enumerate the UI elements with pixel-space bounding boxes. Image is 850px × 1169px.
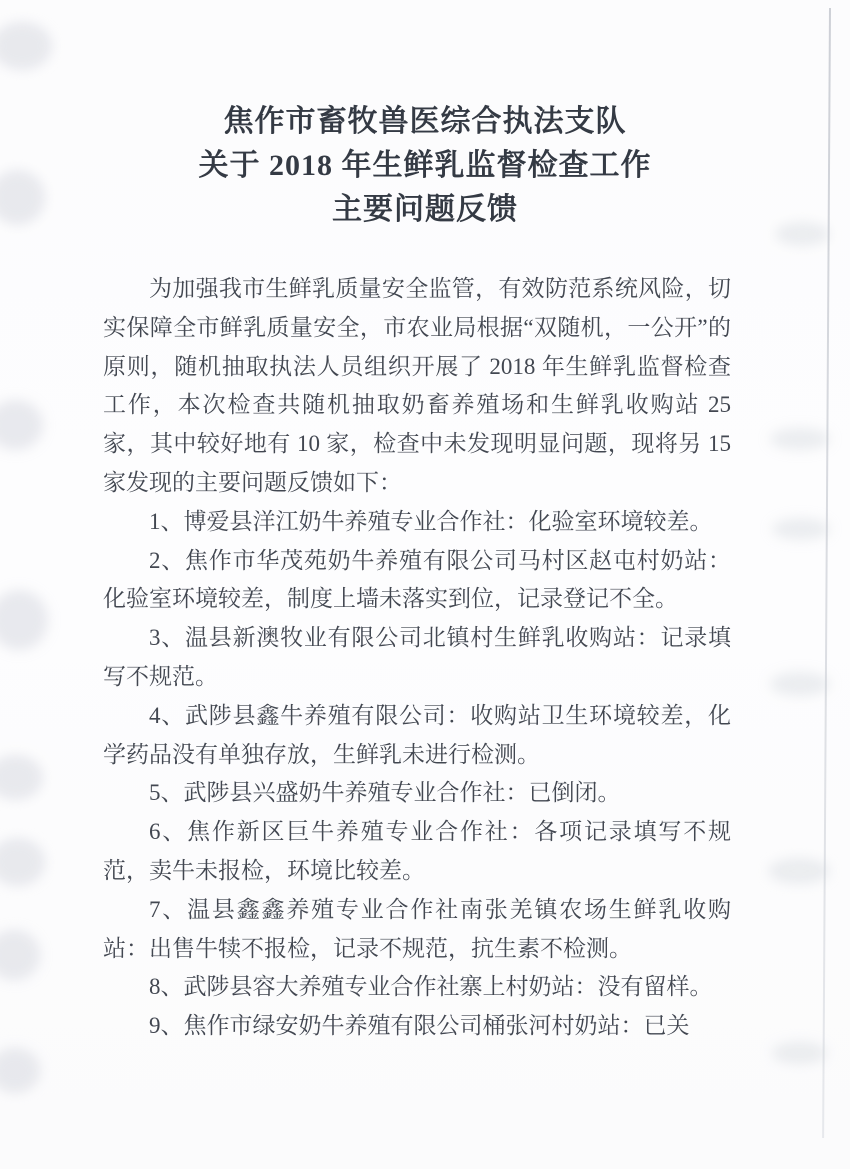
issue-item-1: 1、博爱县洋江奶牛养殖专业合作社：化验室环境较差。	[149, 508, 713, 534]
issue-item-3: 3、温县新澳牧业有限公司北镇村生鲜乳收购站：记录填写不规范。	[103, 625, 731, 689]
scan-smudge	[770, 672, 830, 696]
scan-smudge	[768, 858, 830, 884]
document-body	[103, 270, 731, 1046]
title-line-1: 焦作市畜牧兽医综合执法支队	[223, 105, 627, 138]
scan-smudge	[0, 590, 48, 650]
issue-item-2: 2、焦作市华茂苑奶牛养殖有限公司马村区赵屯村奶站：化验室环境较差，制度上墙未落实到位，记录登记不全。	[103, 547, 731, 612]
scan-smudge	[775, 222, 830, 246]
issue-item-4: 4、武陟县鑫牛养殖有限公司：收购站卫生环境较差，化学药品没有单独存放，生鲜乳未进行检测。	[103, 702, 731, 767]
title-line-3: 主要问题反馈	[332, 193, 518, 226]
scan-smudge	[0, 1048, 40, 1093]
scan-smudge	[770, 428, 830, 450]
scan-smudge	[0, 170, 45, 225]
scan-smudge	[772, 1042, 827, 1064]
scan-smudge	[0, 930, 40, 980]
issue-item-8: 8、武陟县容大养殖专业合作社寨上村奶站：没有留样。	[149, 974, 713, 1000]
scan-smudge	[772, 518, 830, 540]
document-title	[105, 100, 745, 232]
title-line-2: 关于 2018 年生鲜乳监督检查工作	[198, 149, 652, 182]
page-edge-line	[822, 8, 831, 1138]
issue-item-6: 6、焦作新区巨牛养殖专业合作社：各项记录填写不规范，卖牛未报检，环境比较差。	[103, 819, 731, 883]
issue-item-7: 7、温县鑫鑫养殖专业合作社南张羌镇农场生鲜乳收购站：出售牛犊不报检，记录不规范，抗生素不检测。	[103, 896, 731, 961]
scan-smudge	[0, 838, 45, 886]
issue-item-5: 5、武陟县兴盛奶牛养殖专业合作社：已倒闭。	[149, 780, 621, 806]
scan-smudge	[0, 755, 43, 800]
scan-smudge	[0, 22, 52, 70]
scan-smudge	[0, 400, 43, 450]
intro-paragraph: 为加强我市生鲜乳质量安全监管，有效防范系统风险，切实保障全市鲜乳质量安全，市农业局根据“双随机，一公开”的原则，随机抽取执法人员组织开展了 2018 年生鲜乳监督检查工作，本次检查共随机抽取奶畜养殖场和生鲜乳收购站 25 家，其中较好地有 10 家，检查中未发现明显问题，现将另 15 家发现的主要问题反馈如下：	[103, 276, 731, 495]
issue-item-9: 9、焦作市绿安奶牛养殖有限公司桶张河村奶站：已关	[149, 1013, 690, 1039]
